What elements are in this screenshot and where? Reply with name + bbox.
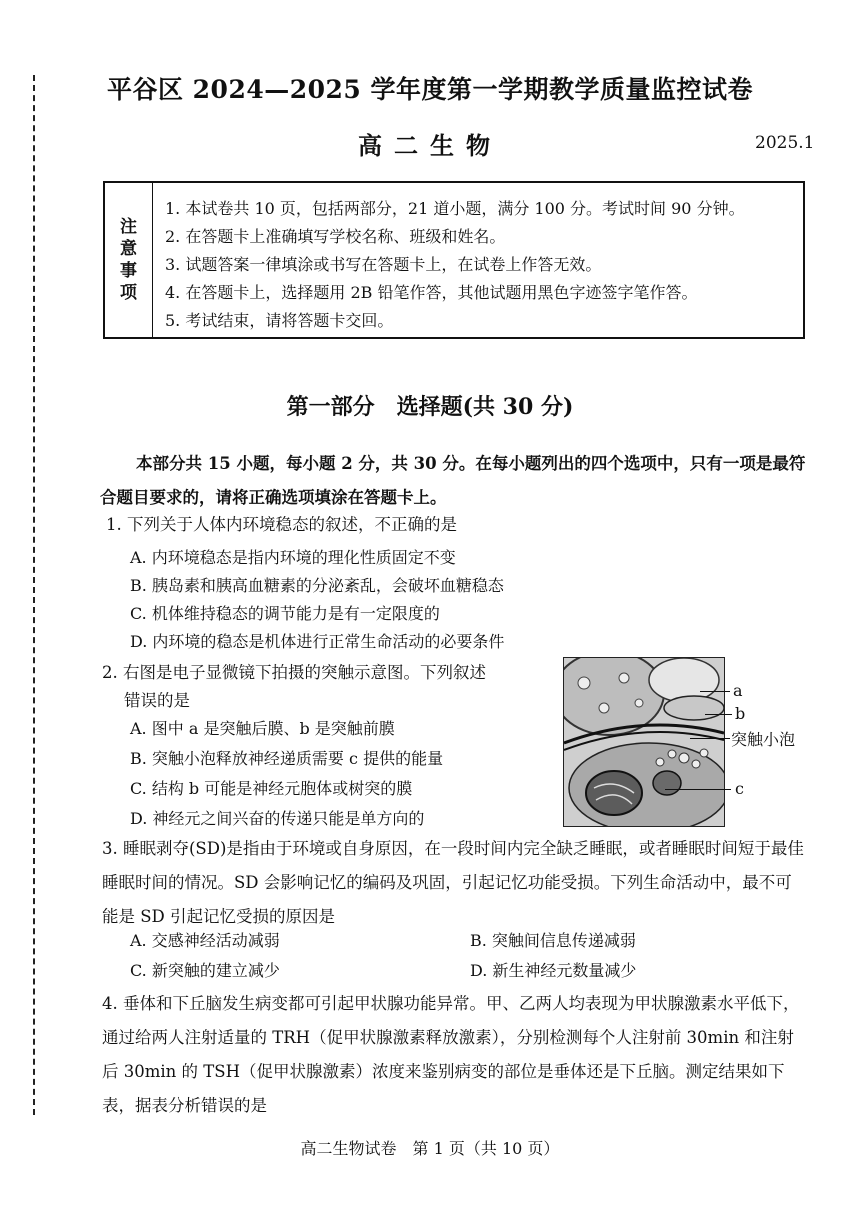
page-footer: 高二生物试卷 第 1 页（共 10 页） bbox=[300, 1139, 560, 1158]
label-a-leader bbox=[700, 691, 730, 692]
notice-item: 4. 在答题卡上，选择题用 2B 铅笔作答，其他试题用黑色字迹签字笔作答。 bbox=[165, 283, 698, 302]
notice-item: 2. 在答题卡上准确填写学校名称、班级和姓名。 bbox=[165, 227, 506, 246]
question-2-option-c: C. 结构 b 可能是神经元胞体或树突的膜 bbox=[130, 779, 413, 798]
section-title: 第一部分 选择题(共 30 分) bbox=[286, 394, 574, 420]
figure-label-a: a bbox=[733, 681, 743, 700]
question-3-option-d: D. 新生神经元数量减少 bbox=[470, 961, 637, 980]
notice-box bbox=[103, 181, 805, 339]
synapse-micrograph bbox=[563, 657, 725, 827]
notice-item: 5. 考试结束，请将答题卡交回。 bbox=[165, 311, 394, 330]
question-1-option-c: C. 机体维持稳态的调节能力是有一定限度的 bbox=[130, 604, 440, 623]
figure-label-b: b bbox=[735, 704, 746, 723]
question-3-option-a: A. 交感神经活动减弱 bbox=[130, 931, 280, 950]
question-2-option-a: A. 图中 a 是突触后膜、b 是突触前膜 bbox=[130, 719, 395, 738]
label-b-leader bbox=[705, 714, 732, 715]
question-2-stem: 2. 右图是电子显微镜下拍摄的突触示意图。下列叙述 bbox=[102, 663, 486, 682]
figure-label-c: c bbox=[735, 779, 744, 798]
exam-date: 2025.1 bbox=[755, 133, 815, 153]
label-c-leader bbox=[665, 789, 731, 790]
notice-list bbox=[165, 195, 745, 335]
question-3-option-c: C. 新突触的建立减少 bbox=[130, 961, 280, 980]
label-vesicle-leader bbox=[690, 738, 730, 739]
question-1-option-b: B. 胰岛素和胰高血糖素的分泌紊乱，会破坏血糖稳态 bbox=[130, 576, 504, 595]
question-4-stem: 4. 垂体和下丘脑发生病变都可引起甲状腺功能异常。甲、乙两人均表现为甲状腺激素水平低下，通过给两人注射适量的 TRH（促甲状腺激素释放激素），分别检测每个人注射前 30min 和注射后 30min 的 TSH（促甲状腺激素）浓度来鉴别病变的部位是垂体还是下丘脑。测定结果如下表，据表分析错误的是 bbox=[102, 994, 800, 1115]
question-3-option-b: B. 突触间信息传递减弱 bbox=[470, 931, 636, 950]
notice-label-char: 项 bbox=[120, 283, 137, 303]
section-instructions: 本部分共 15 小题，每小题 2 分，共 30 分。在每小题列出的四个选项中，只有一项是最符合题目要求的，请将正确选项填涂在答题卡上。 bbox=[100, 454, 806, 507]
question-2-stem-continued: 错误的是 bbox=[124, 691, 190, 710]
exam-title: 平谷区 2024—2025 学年度第一学期教学质量监控试卷 bbox=[106, 75, 754, 104]
question-1-option-d: D. 内环境的稳态是机体进行正常生命活动的必要条件 bbox=[130, 632, 505, 651]
notice-item: 1. 本试卷共 10 页，包括两部分，21 道小题，满分 100 分。考试时间 90 分钟。 bbox=[165, 199, 745, 218]
question-1-option-a: A. 内环境稳态是指内环境的理化性质固定不变 bbox=[130, 548, 456, 567]
synapse-micrograph-drawing bbox=[564, 658, 724, 826]
notice-item: 3. 试题答案一律填涂或书写在答题卡上，在试卷上作答无效。 bbox=[165, 255, 602, 274]
notice-label bbox=[105, 183, 153, 337]
subject-title: 高二生物 bbox=[358, 131, 502, 160]
notice-label-char: 事 bbox=[120, 261, 137, 281]
question-1-stem: 1. 下列关于人体内环境稳态的叙述，不正确的是 bbox=[106, 515, 457, 534]
notice-label-char: 注 bbox=[120, 217, 137, 237]
binding-margin-line bbox=[33, 75, 35, 1115]
question-2-option-d: D. 神经元之间兴奋的传递只能是单方向的 bbox=[130, 809, 425, 828]
question-2-option-b: B. 突触小泡释放神经递质需要 c 提供的能量 bbox=[130, 749, 444, 768]
question-3-stem: 3. 睡眠剥夺(SD)是指由于环境或自身原因，在一段时间内完全缺乏睡眠，或者睡眠时间短于最佳睡眠时间的情况。SD 会影响记忆的编码及巩固，引起记忆功能受损。下列生命活动中，最不可能是 SD 引起记忆受损的原因是 bbox=[102, 839, 804, 926]
figure-label-vesicle: 突触小泡 bbox=[731, 730, 796, 749]
notice-label-char: 意 bbox=[120, 239, 137, 259]
